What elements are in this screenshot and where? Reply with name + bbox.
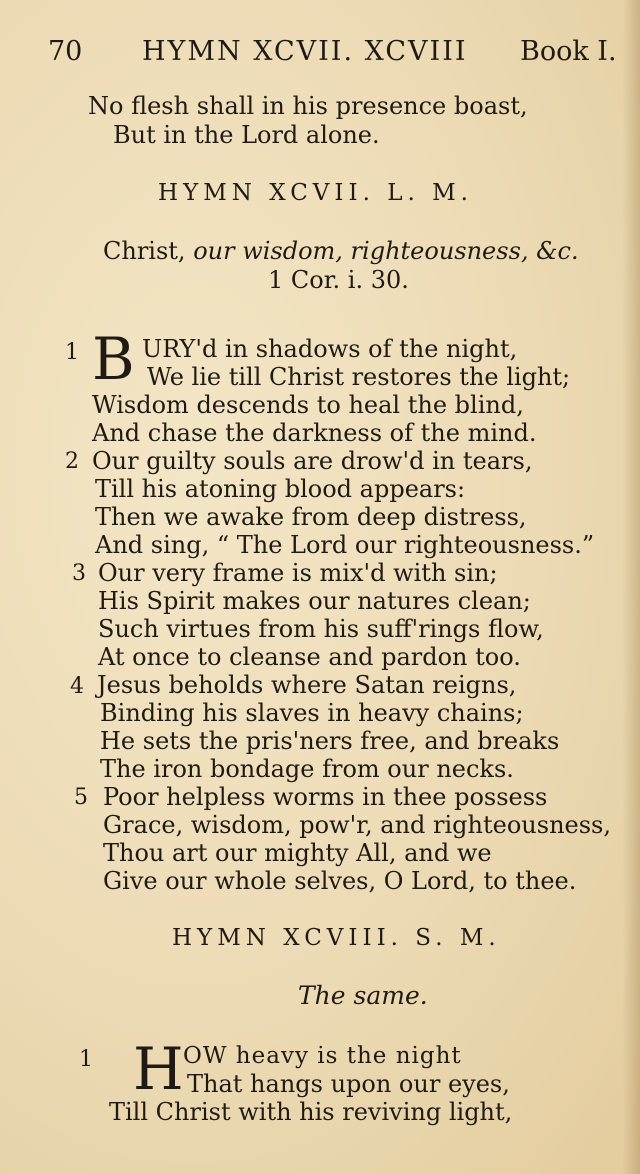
verse-line: Give our whole selves, O Lord, to thee. xyxy=(103,867,577,895)
verse-line: URY'd in shadows of the night, xyxy=(142,335,518,363)
verse-line: We lie till Christ restores the light; xyxy=(147,363,571,391)
verse-number: 4 xyxy=(70,674,84,699)
verse-line: Binding his slaves in heavy chains; xyxy=(100,699,524,727)
verse-line: Then we awake from deep distress, xyxy=(95,503,527,531)
verse-line: Wisdom descends to heal the blind, xyxy=(92,391,524,419)
verse-line: The iron bondage from our necks. xyxy=(100,755,514,783)
scripture-reference: 1 Cor. i. 30. xyxy=(268,266,409,294)
verse-line: Thou art our mighty All, and we xyxy=(103,839,492,867)
verse-line: He sets the pris'ners free, and breaks xyxy=(100,727,560,755)
verse-line: Till Christ with his reviving light, xyxy=(109,1098,513,1126)
verse-line: Grace, wisdom, pow'r, and righteousness, xyxy=(103,811,611,839)
page-fold-shadow xyxy=(622,0,640,1174)
hymn-97-title: HYMN XCVII. L. M. xyxy=(158,180,473,206)
hymn-98-title: HYMN XCVIII. S. M. xyxy=(172,925,501,951)
verse-line: Till his atoning blood appears: xyxy=(95,475,466,503)
verse-line: Poor helpless worms in thee possess xyxy=(103,783,548,811)
verse-number: 1 xyxy=(79,1047,93,1072)
verse-line: OW heavy is the night xyxy=(183,1043,462,1069)
book-label: Book I. xyxy=(520,36,617,67)
verse-line: And sing, “ The Lord our righteousness.” xyxy=(95,531,595,559)
verse-line: Our very frame is mix'd with sin; xyxy=(98,559,498,587)
previous-line-1: No flesh shall in his presence boast, xyxy=(88,92,528,120)
verse-line: His Spirit makes our natures clean; xyxy=(98,587,531,615)
verse-line: That hangs upon our eyes, xyxy=(187,1070,510,1098)
verse-line: And chase the darkness of the mind. xyxy=(92,419,537,447)
verse-line: Our guilty souls are drow'd in tears, xyxy=(92,447,533,475)
running-title: HYMN XCVII. XCVIII xyxy=(142,36,468,67)
drop-cap: B xyxy=(92,325,135,393)
page-number: 70 xyxy=(48,36,83,67)
verse-line: At once to cleanse and pardon too. xyxy=(98,643,521,671)
previous-line-2: But in the Lord alone. xyxy=(113,121,380,149)
verse-line: Such virtues from his suff'rings flow, xyxy=(98,615,544,643)
drop-cap: H xyxy=(133,1035,184,1103)
hymn-97-subject xyxy=(103,237,579,265)
verse-line: Jesus beholds where Satan reigns, xyxy=(97,671,517,699)
verse-number: 2 xyxy=(65,449,79,474)
verse-number: 3 xyxy=(72,561,86,586)
verse-number: 5 xyxy=(74,785,88,810)
subject-italic: our wisdom, righteousness, &c. xyxy=(193,237,579,265)
subject-christ: Christ, xyxy=(103,237,194,265)
hymn-98-subject: The same. xyxy=(298,981,428,1010)
verse-number: 1 xyxy=(65,340,79,365)
